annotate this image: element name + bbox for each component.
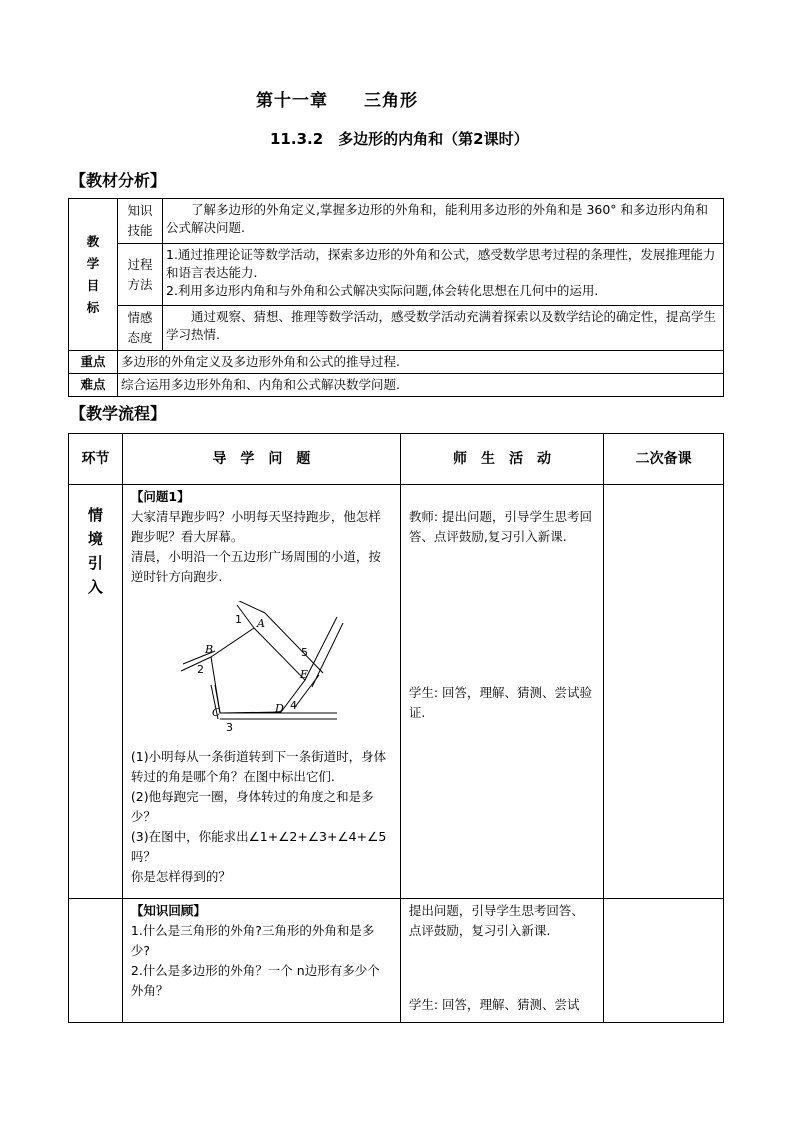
flow-row-intro: [69, 485, 724, 899]
question-intro-1: 大家清早跑步吗？小明每天坚持跑步，他怎样跑步呢？看大屏幕。: [130, 509, 381, 544]
student-activity-2: 学生: 回答，理解、猜测、尝试: [408, 997, 580, 1012]
angle-label-1: 1: [234, 613, 242, 626]
flow-row-review: [69, 899, 724, 1023]
second-prep-cell-2: [604, 899, 724, 1023]
goal-process-label: 过程 方法: [118, 244, 163, 306]
teacher-activity-2: 提出问题，引导学生思考回答、点评鼓励，复习引入新课.: [408, 903, 584, 938]
question-item-4: 你是怎样得到的？: [130, 869, 231, 884]
vertex-label-c: C: [211, 706, 221, 719]
review-item-1: 1.什么是三角形的外角?三角形的外角和是多少?: [130, 923, 375, 958]
vertex-label-d: D: [274, 702, 284, 715]
goal-label: 教 学 目 标: [69, 199, 118, 351]
second-prep-cell-1: [604, 485, 724, 899]
angle-label-4: 4: [289, 699, 297, 712]
header-stage: 环节: [69, 434, 123, 485]
section-flow-heading: 【教学流程】: [70, 404, 167, 423]
question-intro-2: 清晨，小明沿一个五边形广场周围的小道，按逆时针方向跑步.: [130, 549, 381, 584]
question-item-2: (2)他每跑完一圈，身体转过的角度之和是多少？: [130, 789, 374, 824]
pentagon-street-figure: [175, 601, 375, 741]
lesson-subtitle: 11.3.2 多边形的内角和（第2课时）: [270, 130, 529, 148]
question-cell-2: [122, 899, 400, 1023]
goal-knowledge-label: 知识 技能: [118, 199, 163, 244]
analysis-table: [68, 198, 724, 397]
section-analysis-heading: 【教材分析】: [70, 171, 167, 190]
angle-label-5: 5: [300, 646, 308, 659]
difficult-point-text: 综合运用多边形外角和、内角和公式解决数学问题.: [118, 374, 724, 397]
question-cell-1: [122, 485, 400, 899]
question-item-1: (1)小明每从一条街道转到下一条街道时，身体转过的角是哪个角？在图中标出它们.: [130, 749, 387, 784]
stage-intro: 情 境 引 入: [69, 485, 123, 899]
flow-table: [68, 433, 724, 1023]
angle-label-3: 3: [225, 721, 233, 734]
key-point-label: 重点: [69, 351, 118, 374]
angle-label-2: 2: [196, 663, 204, 676]
header-activities: 师 生 活 动: [400, 434, 603, 485]
stage-review: [69, 899, 123, 1023]
goal-process-text: 1.通过推理论证等数学活动，探索多边形的外角和公式，感受数学思考过程的条理性，发展推理能力和语言表达能力. 2.利用多边形内角和与外角和公式解决实际问题,体会转化思想在几何中的运用.: [163, 244, 724, 306]
vertex-label-b: B: [204, 643, 213, 656]
question-heading: 【问题1】: [130, 489, 190, 504]
teacher-activity: 教师: 提出问题，引导学生思考回答、点评鼓励,复习引入新课.: [408, 509, 592, 544]
key-point-text: 多边形的外角定义及多边形外角和公式的推导过程.: [118, 351, 724, 374]
activity-cell-1: [400, 485, 603, 899]
goal-knowledge-text: 了解多边形的外角定义,掌握多边形的外角和，能利用多边形的外角和是 360° 和多边形内角和公式解决问题.: [163, 199, 724, 244]
goal-emotion-text: 通过观察、猜想、推理等数学活动，感受数学活动充满着探索以及数学结论的确定性，提高学生学习热情.: [163, 306, 724, 351]
vertex-label-a: A: [256, 617, 265, 630]
difficult-point-label: 难点: [69, 374, 118, 397]
student-activity: 学生: 回答，理解、猜测、尝试验证.: [408, 685, 592, 720]
header-second-prep: 二次备课: [604, 434, 724, 485]
chapter-title: 第十一章 三角形: [256, 91, 418, 111]
activity-cell-2: [400, 899, 603, 1023]
vertex-label-e: E: [299, 668, 308, 681]
review-item-2: 2.什么是多边形的外角？一个 n边形有多少个外角？: [130, 963, 380, 998]
flow-header-row: [69, 434, 724, 485]
goal-emotion-label: 情感 态度: [118, 306, 163, 351]
review-heading: 【知识回顾】: [130, 903, 206, 918]
header-questions: 导 学 问 题: [122, 434, 400, 485]
question-item-3: (3)在图中，你能求出∠1+∠2+∠3+∠4+∠5吗？: [130, 829, 387, 864]
